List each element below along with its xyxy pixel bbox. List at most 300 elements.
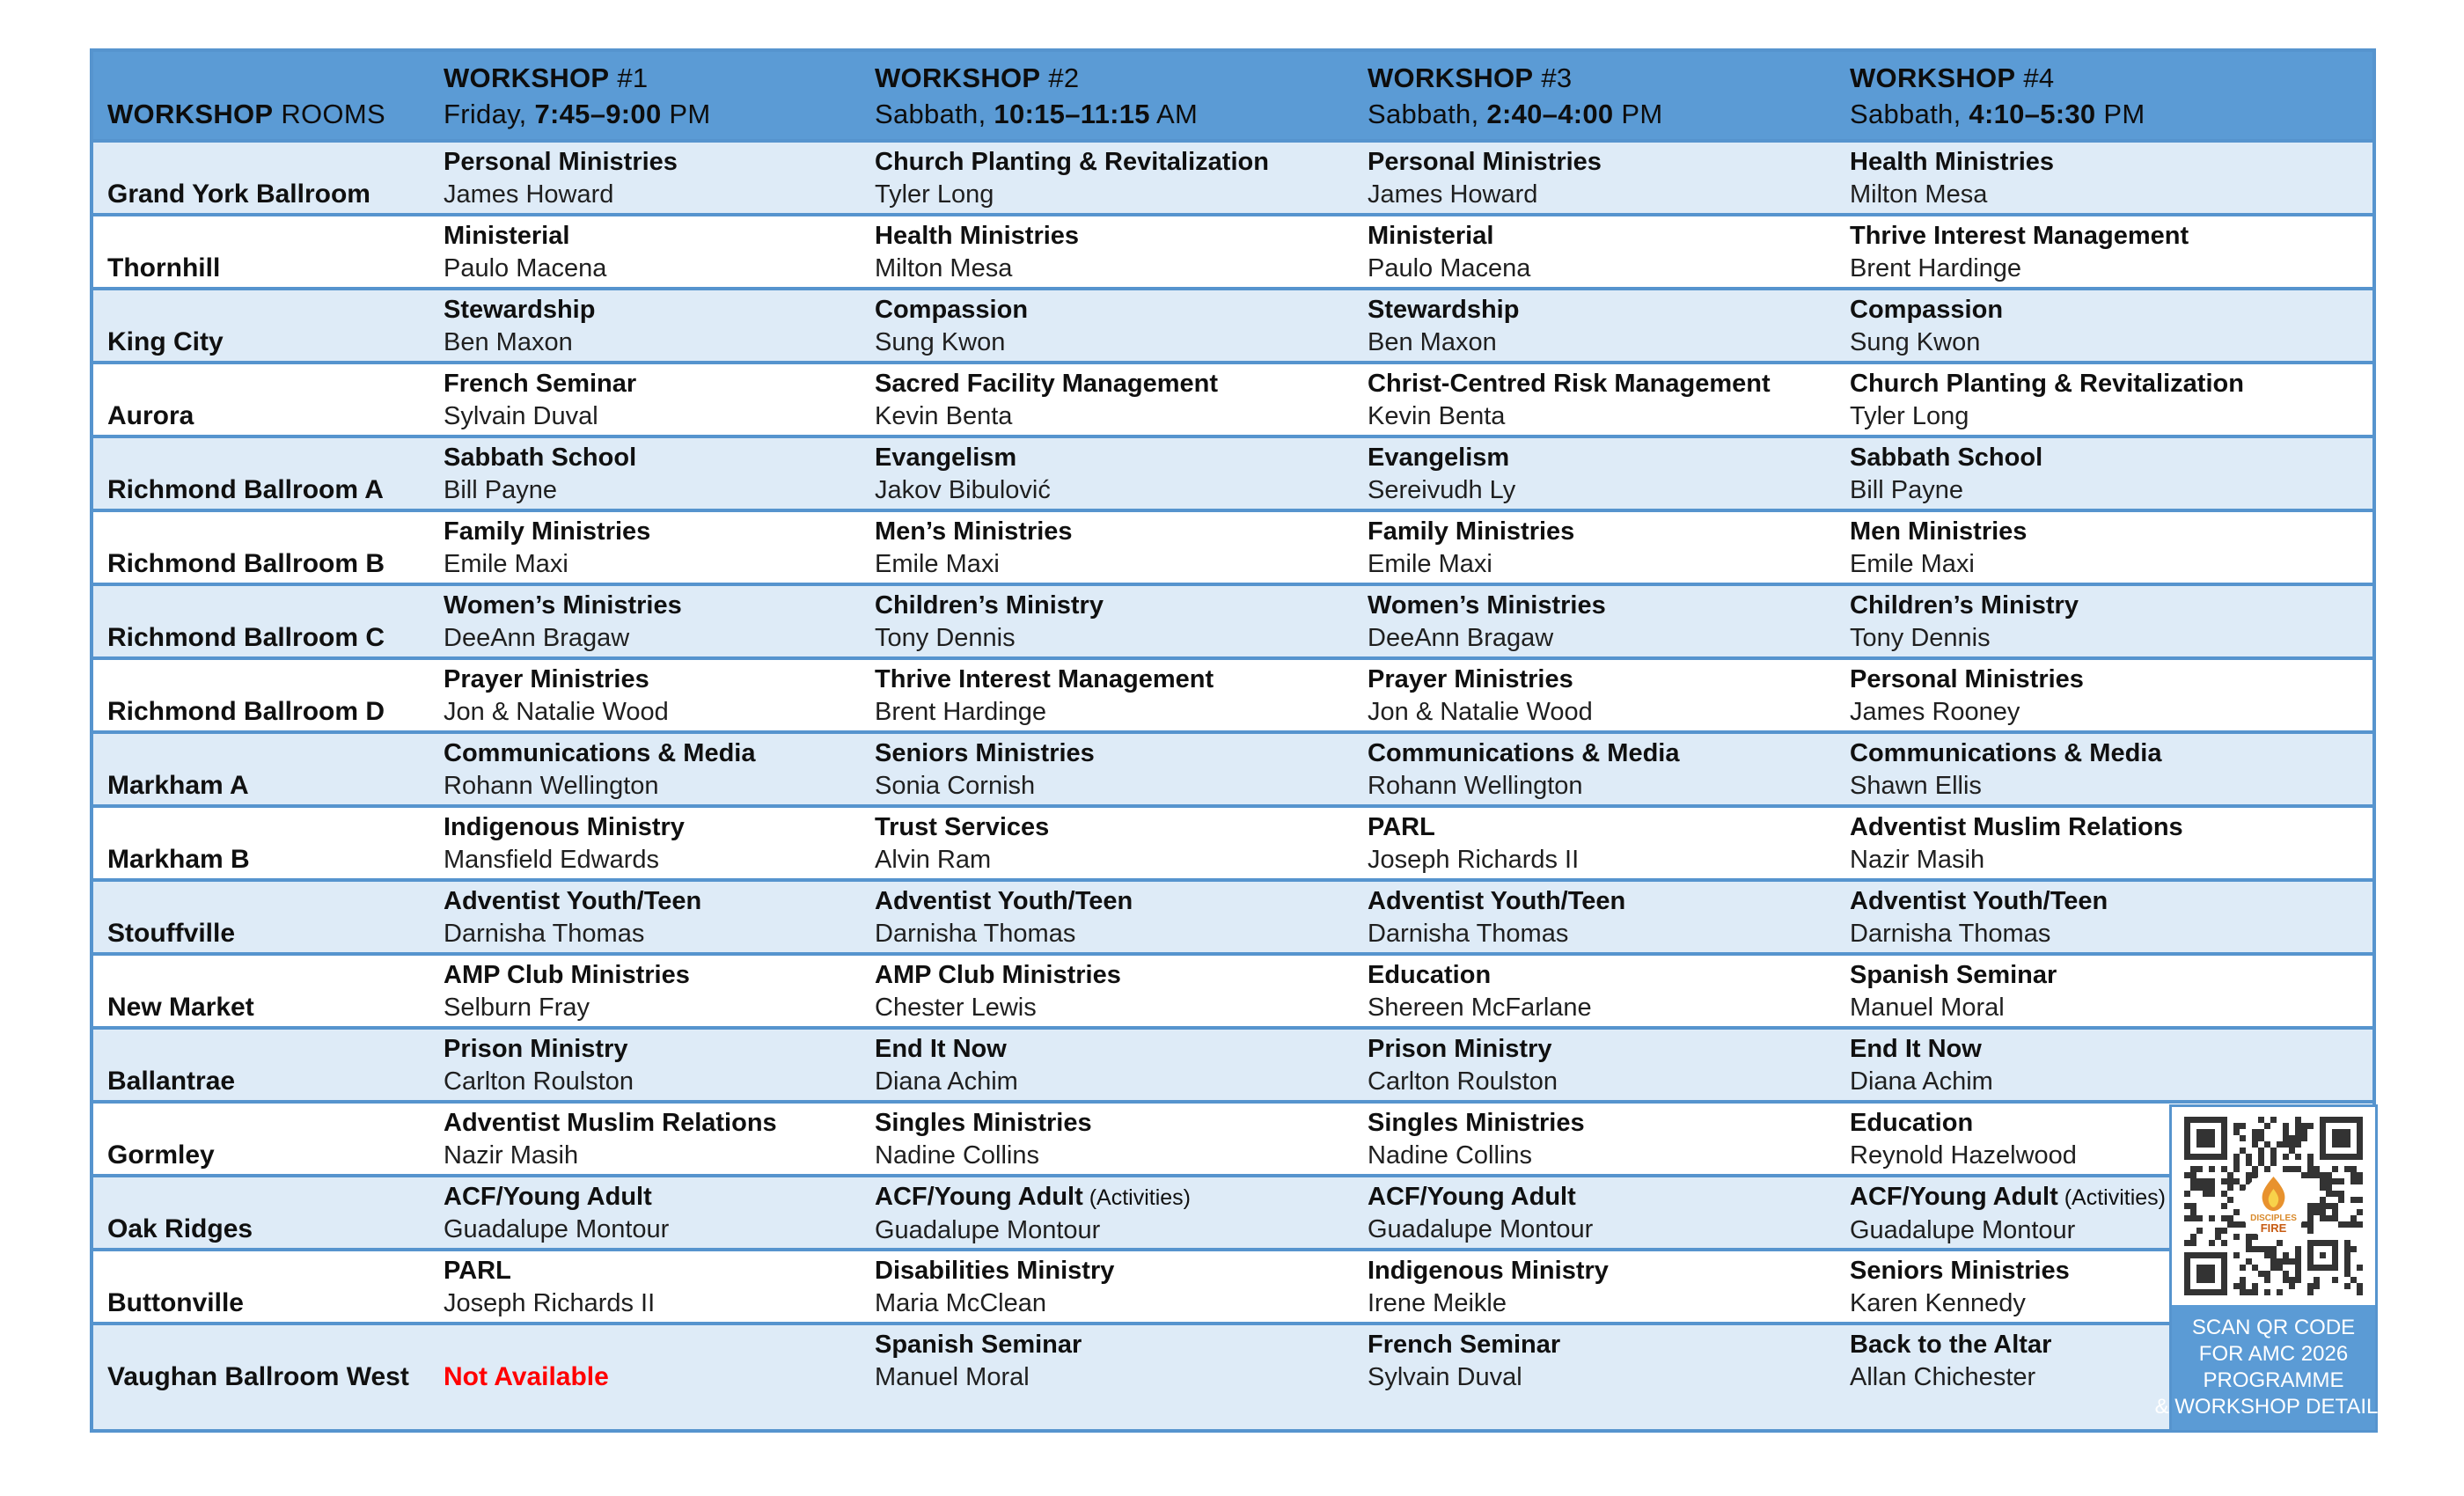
- workshop-title: [444, 442, 866, 474]
- workshop-header-title: [875, 60, 1359, 96]
- presenter-name: Shereen McFarlane: [1368, 994, 1592, 1022]
- presenter-name: Guadalupe Montour: [1368, 1215, 1594, 1243]
- room-cell: [93, 734, 435, 804]
- room-cell: [93, 216, 435, 287]
- room-cell: [93, 586, 435, 656]
- workshop-title-text: Prison Ministry: [444, 1035, 628, 1063]
- table-row: [93, 730, 2372, 804]
- workshop-title-text: Indigenous Ministry: [1368, 1257, 1609, 1285]
- table-body: [93, 139, 2372, 1429]
- presenter-name: James Howard: [444, 180, 614, 209]
- workshop-title: [875, 220, 1359, 253]
- workshop-title: [1850, 737, 2372, 770]
- presenter-name: Emile Maxi: [875, 550, 1000, 578]
- qr-caption: [2154, 1305, 2393, 1430]
- workshop-header-day: Friday,: [444, 99, 535, 129]
- room-cell: [93, 364, 435, 435]
- workshop-title: [1850, 1033, 2372, 1066]
- room-name: Richmond Ballroom B: [107, 549, 385, 578]
- workshop-title: [875, 368, 1359, 400]
- workshop-title: [444, 1107, 866, 1140]
- table-row: [93, 213, 2372, 287]
- not-available-label: Not Available: [444, 1362, 609, 1391]
- room-name: Ballantrae: [107, 1067, 236, 1096]
- workshop-header-ampm: PM: [2095, 99, 2145, 129]
- room-cell: [93, 1104, 435, 1174]
- workshop-cell: [435, 438, 866, 509]
- presenter-name: Darnisha Thomas: [875, 920, 1076, 948]
- presenter-name: Guadalupe Montour: [1850, 1216, 2076, 1244]
- workshop-title: [875, 294, 1359, 326]
- workshop-title: [1368, 1255, 1841, 1287]
- workshop-title-text: PARL: [444, 1257, 511, 1285]
- workshop-header-number: #3: [1533, 62, 1573, 93]
- workshop-title-text: AMP Club Ministries: [444, 961, 690, 989]
- room-name: Stouffville: [107, 919, 236, 948]
- qr-caption-line: & WORKSHOP DETAILS: [2154, 1395, 2393, 1419]
- table-row: [93, 1174, 2372, 1248]
- room-name: Richmond Ballroom D: [107, 697, 385, 726]
- workshop-title-text: ACF/Young Adult: [1368, 1183, 1576, 1211]
- presenter-name: Allan Chichester: [1850, 1363, 2036, 1391]
- workshop-cell: [1359, 882, 1841, 952]
- workshop-cell: [866, 290, 1359, 361]
- workshop-cell: [435, 216, 866, 287]
- workshop-title: [1368, 220, 1841, 253]
- workshop-title: [1850, 885, 2372, 918]
- table-row: [93, 1248, 2372, 1322]
- workshop-title: [875, 1329, 1359, 1361]
- workshop-title: [1368, 885, 1841, 918]
- qr-caption-line: PROGRAMME: [2203, 1368, 2344, 1392]
- workshop-cell: [1359, 1325, 1841, 1429]
- presenter-name: Karen Kennedy: [1850, 1289, 2026, 1317]
- rooms-header-bold: WORKSHOP: [107, 99, 274, 129]
- rooms-header-regular: ROOMS: [273, 99, 385, 129]
- workshop-header-number: #4: [2015, 62, 2055, 93]
- workshop-title-text: Ministerial: [444, 222, 570, 250]
- table-row: [93, 656, 2372, 730]
- presenter-name: Nazir Masih: [444, 1141, 579, 1170]
- workshop-header-number: #2: [1040, 62, 1080, 93]
- workshop-title-text: Singles Ministries: [1368, 1109, 1585, 1137]
- workshop-title-text: End It Now: [1850, 1035, 1982, 1063]
- workshop-2-column-header: [866, 52, 1359, 139]
- workshop-title: [1368, 737, 1841, 770]
- presenter-name: Nazir Masih: [1850, 846, 1985, 874]
- workshop-title: [444, 146, 866, 179]
- workshop-title-text: Personal Ministries: [1368, 148, 1602, 176]
- workshop-cell: [1359, 290, 1841, 361]
- workshop-cell: [1841, 512, 2372, 583]
- room-name: Grand York Ballroom: [107, 180, 370, 209]
- workshop-header-word: WORKSHOP: [875, 62, 1041, 93]
- presenter-name: Carlton Roulston: [1368, 1067, 1558, 1096]
- room-cell: [93, 1030, 435, 1100]
- workshop-title-text: Women’s Ministries: [1368, 591, 1606, 620]
- workshop-cell: [1359, 1251, 1841, 1322]
- workshop-cell: [435, 512, 866, 583]
- presenter-name: Brent Hardinge: [1850, 254, 2022, 282]
- room-cell: [93, 290, 435, 361]
- qr-logo-text-top: DISCIPLES: [2250, 1214, 2297, 1223]
- presenter-name: Jakov Bibulović: [875, 476, 1051, 504]
- workshop-title: [875, 146, 1359, 179]
- workshop-cell: [435, 956, 866, 1026]
- workshop-cell: [866, 660, 1359, 730]
- room-name: Buttonville: [107, 1288, 244, 1317]
- workshop-title-text: Sabbath School: [444, 444, 637, 472]
- workshop-title-text: French Seminar: [444, 370, 637, 398]
- presenter-name: Milton Mesa: [875, 254, 1013, 282]
- workshop-title: [1368, 664, 1841, 696]
- qr-caption-line: SCAN QR CODE: [2191, 1316, 2356, 1339]
- presenter-name: Sonia Cornish: [875, 772, 1036, 800]
- workshop-cell: [435, 1030, 866, 1100]
- workshop-cell: [1359, 586, 1841, 656]
- workshop-title: [444, 664, 866, 696]
- workshop-header-day: Sabbath,: [875, 99, 994, 129]
- workshop-title: [1368, 516, 1841, 548]
- workshop-cell: [435, 586, 866, 656]
- workshop-header-day: Sabbath,: [1850, 99, 1969, 129]
- presenter-name: Maria McClean: [875, 1289, 1046, 1317]
- workshop-title-note: (Activities): [2057, 1185, 2167, 1210]
- workshop-cell: [866, 364, 1359, 435]
- workshop-title-text: Seniors Ministries: [875, 739, 1095, 767]
- workshop-cell: [1841, 882, 2372, 952]
- presenter-name: Mansfield Edwards: [444, 846, 659, 874]
- table-row: [93, 1100, 2372, 1174]
- room-name: Vaughan Ballroom West: [107, 1362, 409, 1391]
- presenter-name: Tony Dennis: [1850, 624, 1991, 652]
- workshop-cell: [435, 734, 866, 804]
- presenter-name: Darnisha Thomas: [1368, 920, 1569, 948]
- workshop-cell: [1841, 143, 2372, 213]
- workshop-cell: [435, 808, 866, 878]
- workshop-title-text: AMP Club Ministries: [875, 961, 1121, 989]
- workshop-1-column-header: [435, 52, 866, 139]
- workshop-title-text: Men Ministries: [1850, 517, 2028, 546]
- rooms-column-header: [93, 52, 435, 139]
- presenter-name: Kevin Benta: [875, 402, 1013, 430]
- room-cell: [93, 1177, 435, 1248]
- presenter-name: Bill Payne: [1850, 476, 1963, 504]
- workshop-title: [1850, 959, 2372, 992]
- workshop-header-time: [1368, 96, 1841, 132]
- presenter-name: Reynold Hazelwood: [1850, 1141, 2077, 1170]
- workshop-title-text: Health Ministries: [875, 222, 1080, 250]
- presenter-name: DeeAnn Bragaw: [1368, 624, 1554, 652]
- table-row: [93, 1026, 2372, 1100]
- qr-logo-disciples-of-fire: [2241, 1174, 2306, 1239]
- workshop-cell: [1359, 956, 1841, 1026]
- workshop-title-text: ACF/Young Adult: [1850, 1183, 2058, 1211]
- workshop-title: [1850, 516, 2372, 548]
- table-header-row: [93, 52, 2372, 139]
- presenter-name: Joseph Richards II: [1368, 846, 1580, 874]
- room-cell: [93, 660, 435, 730]
- presenter-name: Rohann Wellington: [1368, 772, 1583, 800]
- room-cell: [93, 808, 435, 878]
- room-name: King City: [107, 327, 224, 356]
- room-cell: [93, 1325, 435, 1429]
- workshop-title: [444, 294, 866, 326]
- presenter-name: Nadine Collins: [1368, 1141, 1532, 1170]
- workshop-title: [1368, 1181, 1841, 1214]
- rooms-header-label: [107, 96, 435, 132]
- workshop-title: [1368, 368, 1841, 400]
- presenter-name: Diana Achim: [1850, 1067, 1993, 1096]
- workshop-header-title: [444, 60, 866, 96]
- workshop-cell: [866, 956, 1359, 1026]
- workshop-header-title: [1368, 60, 1841, 96]
- presenter-name: Guadalupe Montour: [875, 1216, 1101, 1244]
- workshop-cell: [1841, 290, 2372, 361]
- workshop-title: [875, 1255, 1359, 1287]
- workshop-cell: [435, 1325, 866, 1429]
- table-row: [93, 804, 2372, 878]
- workshop-cell: [866, 882, 1359, 952]
- room-name: Oak Ridges: [107, 1214, 253, 1243]
- workshop-title-text: Education: [1368, 961, 1492, 989]
- workshop-title-text: Singles Ministries: [875, 1109, 1092, 1137]
- workshop-title: [1850, 811, 2372, 844]
- presenter-name: Manuel Moral: [875, 1363, 1030, 1391]
- workshop-title-text: End It Now: [875, 1035, 1007, 1063]
- workshop-title-text: Sabbath School: [1850, 444, 2043, 472]
- workshop-header-time: [1850, 96, 2372, 132]
- table-row: [93, 509, 2372, 583]
- workshop-title: [1368, 959, 1841, 992]
- table-row: [93, 1322, 2372, 1429]
- presenter-name: DeeAnn Bragaw: [444, 624, 630, 652]
- workshop-title: [1368, 811, 1841, 844]
- workshop-title: [875, 1033, 1359, 1066]
- workshop-title-text: Evangelism: [1368, 444, 1510, 472]
- workshop-3-column-header: [1359, 52, 1841, 139]
- workshop-title: [1368, 146, 1841, 179]
- table-row: [93, 952, 2372, 1026]
- workshop-title-text: Communications & Media: [1368, 739, 1680, 767]
- presenter-name: Tyler Long: [875, 180, 994, 209]
- workshop-title: [875, 442, 1359, 474]
- workshop-header-word: WORKSHOP: [1850, 62, 2016, 93]
- workshop-title-text: ACF/Young Adult: [875, 1183, 1083, 1211]
- presenter-name: Irene Meikle: [1368, 1289, 1507, 1317]
- presenter-name: James Howard: [1368, 180, 1538, 209]
- workshop-cell: [435, 290, 866, 361]
- workshop-cell: [1841, 660, 2372, 730]
- workshop-title-text: PARL: [1368, 813, 1435, 841]
- workshop-title-text: Seniors Ministries: [1850, 1257, 2070, 1285]
- presenter-name: Brent Hardinge: [875, 698, 1047, 726]
- table-row: [93, 435, 2372, 509]
- workshop-title: [875, 664, 1359, 696]
- presenter-name: Guadalupe Montour: [444, 1215, 670, 1243]
- workshop-title-text: Christ-Centred Risk Management: [1368, 370, 1771, 398]
- workshop-title-text: Personal Ministries: [1850, 665, 2084, 693]
- workshop-title: [444, 811, 866, 844]
- workshop-title: [444, 220, 866, 253]
- workshop-cell: [866, 438, 1359, 509]
- presenter-name: Emile Maxi: [1850, 550, 1975, 578]
- presenter-name: Sung Kwon: [1850, 328, 1981, 356]
- presenter-name: Alvin Ram: [875, 846, 992, 874]
- workshop-cell: [1359, 512, 1841, 583]
- workshop-header-title: [1850, 60, 2372, 96]
- workshop-header-ampm: PM: [661, 99, 711, 129]
- presenter-name: Sung Kwon: [875, 328, 1006, 356]
- presenter-name: James Rooney: [1850, 698, 2020, 726]
- presenter-name: Sylvain Duval: [444, 402, 598, 430]
- presenter-name: Shawn Ellis: [1850, 772, 1982, 800]
- presenter-name: Paulo Macena: [444, 254, 607, 282]
- room-name: Markham A: [107, 771, 249, 800]
- workshop-cell: [1359, 216, 1841, 287]
- workshop-4-column-header: [1841, 52, 2372, 139]
- presenter-name: Sylvain Duval: [1368, 1363, 1522, 1391]
- presenter-name: Emile Maxi: [444, 550, 568, 578]
- presenter-name: Sereivudh Ly: [1368, 476, 1516, 504]
- table-row: [93, 361, 2372, 435]
- workshop-title-text: Adventist Youth/Teen: [875, 887, 1133, 915]
- workshop-cell: [1359, 734, 1841, 804]
- workshop-title-text: Education: [1850, 1109, 1974, 1137]
- presenter-name: Diana Achim: [875, 1067, 1018, 1096]
- workshop-schedule-table: [90, 48, 2376, 1433]
- workshop-title-text: French Seminar: [1368, 1331, 1561, 1359]
- qr-code-graphic: [2184, 1117, 2363, 1295]
- room-cell: [93, 882, 435, 952]
- room-cell: [93, 956, 435, 1026]
- room-name: New Market: [107, 993, 254, 1022]
- workshop-header-hours: 4:10–5:30: [1969, 99, 2096, 129]
- workshop-title: [1850, 590, 2372, 622]
- room-cell: [93, 512, 435, 583]
- workshop-title: [875, 737, 1359, 770]
- presenter-name: Darnisha Thomas: [444, 920, 645, 948]
- workshop-cell: [435, 1251, 866, 1322]
- workshop-title: [444, 1033, 866, 1066]
- workshop-title-text: Adventist Muslim Relations: [1850, 813, 2183, 841]
- presenter-name: Chester Lewis: [875, 994, 1037, 1022]
- workshop-title-text: Adventist Youth/Teen: [1368, 887, 1626, 915]
- workshop-title: [444, 516, 866, 548]
- room-name: Richmond Ballroom A: [107, 475, 384, 504]
- presenter-name: Carlton Roulston: [444, 1067, 634, 1096]
- workshop-title-text: Compassion: [875, 296, 1029, 324]
- workshop-title-text: Sacred Facility Management: [875, 370, 1219, 398]
- workshop-title-text: Stewardship: [1368, 296, 1520, 324]
- workshop-title: [444, 885, 866, 918]
- workshop-title-text: Children’s Ministry: [1850, 591, 2079, 620]
- workshop-title: [444, 1181, 866, 1214]
- workshop-title-text: Family Ministries: [1368, 517, 1575, 546]
- presenter-name: Rohann Wellington: [444, 772, 659, 800]
- workshop-cell: [1841, 956, 2372, 1026]
- presenter-name: Emile Maxi: [1368, 550, 1492, 578]
- workshop-title: [1368, 294, 1841, 326]
- workshop-cell: [435, 364, 866, 435]
- workshop-title-text: Disabilities Ministry: [875, 1257, 1115, 1285]
- workshop-cell: [866, 143, 1359, 213]
- room-cell: [93, 438, 435, 509]
- workshop-cell: [435, 1177, 866, 1248]
- workshop-cell: [866, 1030, 1359, 1100]
- presenter-name: Kevin Benta: [1368, 402, 1506, 430]
- workshop-header-ampm: PM: [1613, 99, 1663, 129]
- workshop-cell: [1359, 808, 1841, 878]
- workshop-title-text: Women’s Ministries: [444, 591, 682, 620]
- workshop-cell: [1841, 1030, 2372, 1100]
- presenter-name: Joseph Richards II: [444, 1289, 656, 1317]
- workshop-title: [444, 590, 866, 622]
- workshop-cell: [435, 1104, 866, 1174]
- workshop-cell: [866, 808, 1359, 878]
- workshop-title: [1850, 368, 2372, 400]
- workshop-title: [444, 737, 866, 770]
- room-cell: [93, 1251, 435, 1322]
- workshop-title: [875, 885, 1359, 918]
- workshop-cell: [1841, 734, 2372, 804]
- room-name: Markham B: [107, 845, 250, 874]
- workshop-title-text: Back to the Altar: [1850, 1331, 2052, 1359]
- room-name: Richmond Ballroom C: [107, 623, 385, 652]
- workshop-title: [1368, 590, 1841, 622]
- qr-caption-line: FOR AMC 2026: [2198, 1342, 2349, 1366]
- workshop-cell: [1359, 660, 1841, 730]
- workshop-cell: [866, 1104, 1359, 1174]
- workshop-title: [875, 516, 1359, 548]
- workshop-cell: [1359, 1104, 1841, 1174]
- workshop-title: [1368, 1107, 1841, 1140]
- workshop-title-text: Men’s Ministries: [875, 517, 1073, 546]
- workshop-title-text: Adventist Youth/Teen: [1850, 887, 2108, 915]
- workshop-cell: [1359, 438, 1841, 509]
- workshop-cell: [1359, 364, 1841, 435]
- workshop-cell: [866, 586, 1359, 656]
- workshop-title-text: Health Ministries: [1850, 148, 2055, 176]
- room-cell: [93, 143, 435, 213]
- workshop-title-text: ACF/Young Adult: [444, 1183, 652, 1211]
- table-row: [93, 287, 2372, 361]
- presenter-name: Jon & Natalie Wood: [1368, 698, 1593, 726]
- presenter-name: Manuel Moral: [1850, 994, 2005, 1022]
- workshop-title: [444, 1255, 866, 1287]
- presenter-name: Ben Maxon: [444, 328, 573, 356]
- workshop-header-time: [875, 96, 1359, 132]
- workshop-title-text: Communications & Media: [1850, 739, 2162, 767]
- workshop-header-time: [444, 96, 866, 132]
- table-row: [93, 878, 2372, 952]
- workshop-cell: [866, 1177, 1359, 1248]
- presenter-name: Milton Mesa: [1850, 180, 1988, 209]
- workshop-header-word: WORKSHOP: [444, 62, 610, 93]
- workshop-cell: [1841, 216, 2372, 287]
- presenter-name: Darnisha Thomas: [1850, 920, 2051, 948]
- workshop-title-text: Stewardship: [444, 296, 596, 324]
- workshop-title-text: Spanish Seminar: [1850, 961, 2057, 989]
- workshop-title-text: Adventist Muslim Relations: [444, 1109, 777, 1137]
- workshop-title-text: Indigenous Ministry: [444, 813, 685, 841]
- workshop-header-number: #1: [609, 62, 649, 93]
- workshop-title: [1850, 220, 2372, 253]
- qr-code: [2172, 1107, 2375, 1305]
- workshop-title-text: Compassion: [1850, 296, 2004, 324]
- workshop-cell: [1841, 438, 2372, 509]
- workshop-title-text: Church Planting & Revitalization: [875, 148, 1269, 176]
